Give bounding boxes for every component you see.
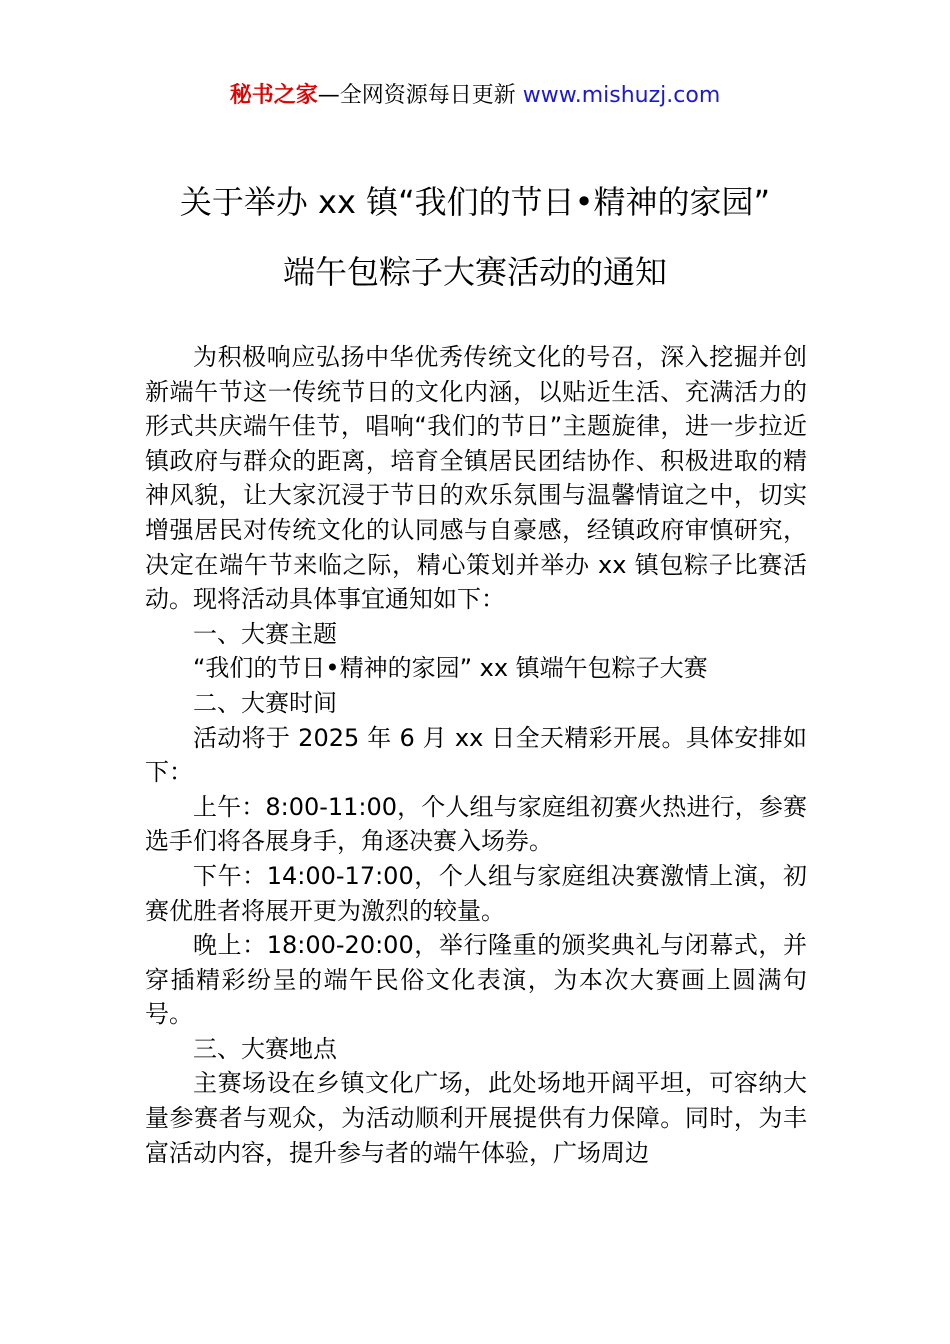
schedule-morning: 上午：8:00-11:00，个人组与家庭组初赛火热进行，参赛选手们将各展身手，角逐决赛入场券。 (145, 792, 807, 856)
document-title-line-1: 关于举办 xx 镇“我们的节日•精神的家园” (179, 183, 771, 221)
section-heading-time: 二、大赛时间 (193, 688, 337, 717)
intro-paragraph: 为积极响应弘扬中华优秀传统文化的号召，深入挖掘并创新端午节这一传统节日的文化内涵，以贴近生活、充满活力的形式共庆端午佳节，唱响“我们的节日”主题旋律，进一步拉近镇政府与群众的距离，培育全镇居民团结协作、积极进取的精神风貌，让大家沉浸于节日的欢乐氛围与温馨情谊之中，切实增强居民对传统文化的认同感与自豪感，经镇政府审慎研究，决定在端午节来临之际，精心策划并举办 xx 镇包粽子比赛活动。现将活动具体事宜通知如下： (145, 343, 807, 614)
document-body (145, 340, 807, 1170)
location-paragraph: 主赛场设在乡镇文化广场，此处场地开阔平坦，可容纳大量参赛者与观众，为活动顺利开展提供有力保障。同时，为丰富活动内容，提升参与者的端午体验，广场周边 (145, 1069, 807, 1167)
schedule-evening: 晚上：18:00-20:00，举行隆重的颁奖典礼与闭幕式，并穿插精彩纷呈的端午民俗文化表演，为本次大赛画上圆满句号。 (145, 931, 807, 1029)
site-url-link[interactable]: www.mishuzj.com (522, 83, 721, 108)
brand-name: 秘书之家 (229, 83, 318, 108)
header-slogan: —全网资源每日更新 (317, 83, 516, 108)
site-header (0, 80, 950, 112)
theme-text: “我们的节日•精神的家园” xx 镇端午包粽子大赛 (193, 654, 708, 683)
time-paragraph: 活动将于 2025 年 6 月 xx 日全天精彩开展。具体安排如下： (145, 723, 807, 787)
schedule-afternoon: 下午：14:00-17:00，个人组与家庭组决赛激情上演，初赛优胜者将展开更为激烈的较量。 (145, 861, 807, 925)
section-heading-location: 三、大赛地点 (193, 1034, 337, 1063)
document-title-line-2: 端午包粽子大赛活动的通知 (282, 253, 667, 291)
section-heading-theme: 一、大赛主题 (193, 619, 337, 648)
